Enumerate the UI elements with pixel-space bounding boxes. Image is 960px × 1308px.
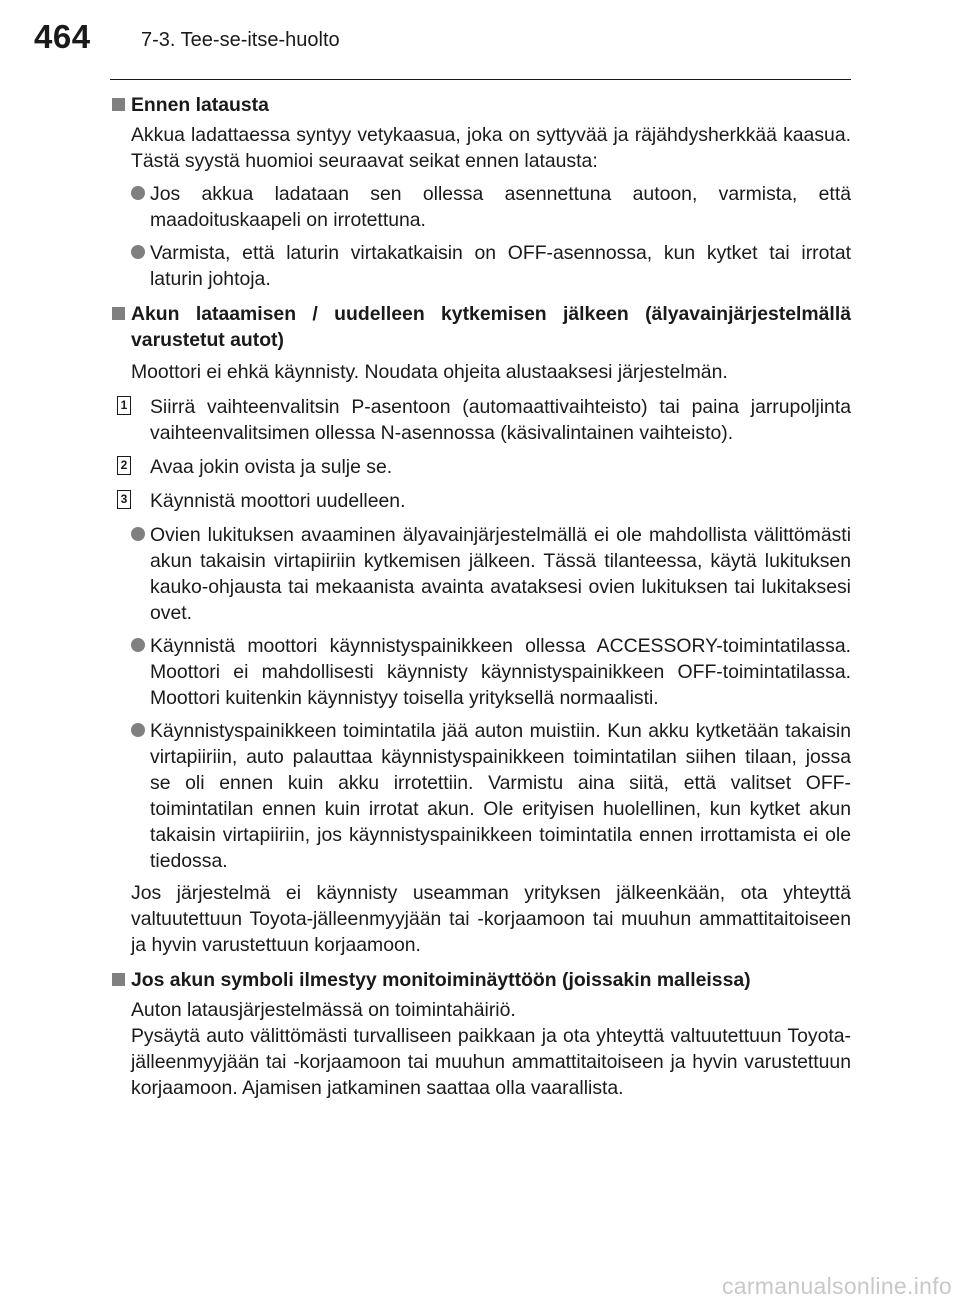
- list-item-text: Käynnistyspainikkeen toimintatila jää auton muistiin. Kun akku kytketään takaisin virtapiiriin, auto palauttaa käynnistyspainikkeen toimintatilan siihen tilaan, jossa se oli ennen kuin akku irrotettiin. Varmistu aina siitä, että valitset OFF-toimintatilan ennen kuin irrotat akun. Ole erityisen huolellinen, kun kytket akun takaisin virtapiiriin, jos käynnistyspainikkeen toimintatila ennen irrottamista ei ole tiedossa.: [150, 720, 851, 872]
- list-item-text: Varmista, että laturin virtakatkaisin on OFF-asennossa, kun kytket tai irrotat laturin johtoja.: [150, 242, 851, 290]
- paragraph: Akkua ladattaessa syntyy vetykaasua, joka on syttyvää ja räjähdysherkkää kaasua. Tästä syystä huomioi seuraavat seikat ennen latausta:: [131, 124, 851, 172]
- page-header: [0, 0, 960, 80]
- heading-text: Ennen latausta: [131, 94, 269, 116]
- step-number: 3: [117, 490, 131, 509]
- step-item: [120, 454, 851, 480]
- step-number: 1: [117, 396, 131, 415]
- circle-bullet-icon: [131, 723, 145, 737]
- list-item: [131, 522, 851, 626]
- square-bullet-icon: [112, 98, 125, 111]
- list-item-text: Ovien lukituksen avaaminen älyavainjärjestelmällä ei ole mahdollista välittömästi akun takaisin virtapiiriin kytkemisen jälkeen. Tässä tilanteessa, käytä lukituksen kauko-ohjausta tai mekaanista avainta avataksesi ovien lukituksen tai lukitaksesi ovet.: [150, 524, 851, 624]
- circle-bullet-icon: [131, 527, 145, 541]
- watermark-text: carmanualsonline.info: [721, 1273, 952, 1299]
- step-number: 2: [117, 456, 131, 475]
- step-text: Siirrä vaihteenvalitsin P-asentoon (automaattivaihteisto) tai paina jarrupoljinta vaihteenvalitsimen ollessa N-asennossa (käsivalintainen vaihteisto).: [150, 396, 851, 444]
- section-heading-before-charging: [111, 92, 851, 118]
- page-number: 464: [34, 18, 91, 55]
- step-text: Käynnistä moottori uudelleen.: [150, 490, 406, 512]
- square-bullet-icon: [112, 973, 125, 986]
- list-item-text: Käynnistä moottori käynnistyspainikkeen ollessa ACCESSORY-toimintatilassa. Moottori ei mahdollisesti käynnisty käynnistyspainikkeen OFF-toimintatilassa. Moottori kuitenkin käynnistyy toisella yrityksellä normaalisti.: [150, 635, 851, 709]
- section-heading-battery-symbol: [111, 967, 851, 993]
- heading-text: Jos akun symboli ilmestyy monitoiminäyttöön (joissakin malleissa): [131, 969, 751, 991]
- step-item: [120, 488, 851, 514]
- paragraph: Moottori ei ehkä käynnisty. Noudata ohjeita alustaaksesi järjestelmän.: [131, 361, 728, 383]
- paragraph: Pysäytä auto välittömästi turvalliseen paikkaan ja ota yhteyttä valtuutettuun Toyota-jälleenmyyjään tai -korjaamoon tai muuhun ammattitaitoiseen ja hyvin varustettuun korjaamoon. Ajamisen jatkaminen saattaa olla vaarallista.: [131, 1025, 851, 1099]
- circle-bullet-icon: [131, 186, 145, 200]
- page-content: [0, 88, 960, 1101]
- heading-text: Akun lataamisen / uudelleen kytkemisen jälkeen (älyavainjärjestelmällä varustetut autot): [131, 303, 851, 351]
- list-item-text: Jos akkua ladataan sen ollessa asennettuna autoon, varmista, että maadoituskaapeli on irrotettuna.: [150, 183, 851, 231]
- header-divider: [110, 79, 851, 80]
- step-item: [120, 394, 851, 446]
- list-item: [131, 240, 851, 292]
- list-item: [131, 718, 851, 874]
- paragraph: Jos järjestelmä ei käynnisty useamman yrityksen jälkeenkään, ota yhteyttä valtuutettuun Toyota-jälleenmyyjään tai -korjaamoon tai muuhun ammattitaitoiseen ja hyvin varustettuun korjaamoon.: [131, 882, 851, 956]
- list-item: [131, 633, 851, 711]
- step-text: Avaa jokin ovista ja sulje se.: [150, 456, 393, 478]
- section-heading-after-charging: [111, 301, 851, 353]
- paragraph: Auton latausjärjestelmässä on toimintahäiriö.: [131, 999, 516, 1021]
- section-title: 7-3. Tee-se-itse-huolto: [141, 29, 340, 51]
- list-item: [131, 181, 851, 233]
- square-bullet-icon: [112, 307, 125, 320]
- circle-bullet-icon: [131, 245, 145, 259]
- circle-bullet-icon: [131, 638, 145, 652]
